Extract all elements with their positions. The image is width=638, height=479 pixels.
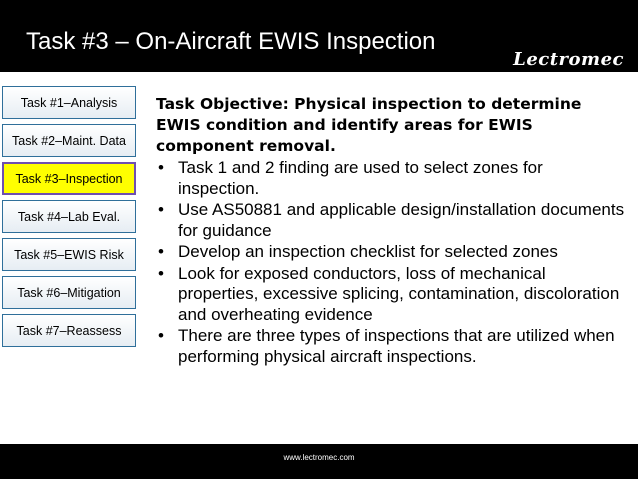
sidebar-item-label: Task #3–Inspection [15, 171, 123, 186]
list-item [156, 326, 626, 367]
bullet-list [156, 158, 626, 367]
sidebar-item-label: Task #4–Lab Eval. [17, 209, 121, 224]
header-bar [0, 0, 638, 72]
bullet-icon: • [158, 242, 164, 261]
sidebar-item-task-7[interactable] [2, 314, 136, 347]
bullet-text: Look for exposed conductors, loss of mechanical properties, excessive splicing, contamination, discoloration and overheating evidence [178, 263, 620, 324]
sidebar-item-label: Task #7–Reassess [16, 323, 122, 338]
sidebar-item-label: Task #6–Mitigation [17, 285, 121, 300]
sidebar-item-task-6[interactable] [2, 276, 136, 309]
task-objective: Task Objective: Physical inspection to determine EWIS condition and identify areas for EWIS component removal. [156, 95, 582, 155]
sidebar-item-task-2[interactable] [2, 124, 136, 157]
bullet-icon: • [158, 158, 164, 177]
sidebar-item-label: Task #5–EWIS Risk [14, 247, 124, 262]
list-item [156, 264, 626, 326]
bullet-icon: • [158, 200, 164, 219]
list-item [156, 200, 626, 241]
sidebar-item-task-4[interactable] [2, 200, 136, 233]
footer-url[interactable]: www.lectromec.com [283, 453, 355, 462]
slide-content [156, 94, 626, 368]
sidebar-item-task-3[interactable] [2, 162, 136, 195]
slide-title: Task #3 – On-Aircraft EWIS Inspection [26, 28, 436, 55]
task-sidebar [2, 86, 138, 352]
lectromec-logo: Lectromec [513, 49, 624, 70]
bullet-text: Task 1 and 2 finding are used to select zones for inspection. [178, 158, 543, 198]
footer-bar [0, 444, 638, 479]
sidebar-item-task-5[interactable] [2, 238, 136, 271]
bullet-icon: • [158, 326, 164, 345]
bullet-text: Develop an inspection checklist for selected zones [178, 242, 558, 261]
sidebar-item-task-1[interactable] [2, 86, 136, 119]
list-item [156, 158, 626, 199]
list-item [156, 242, 626, 263]
sidebar-item-label: Task #2–Maint. Data [12, 133, 126, 148]
sidebar-item-label: Task #1–Analysis [20, 95, 118, 110]
bullet-text: There are three types of inspections that are utilized when performing physical aircraft inspections. [178, 326, 615, 366]
bullet-text: Use AS50881 and applicable design/installation documents for guidance [178, 200, 625, 240]
bullet-icon: • [158, 263, 164, 283]
